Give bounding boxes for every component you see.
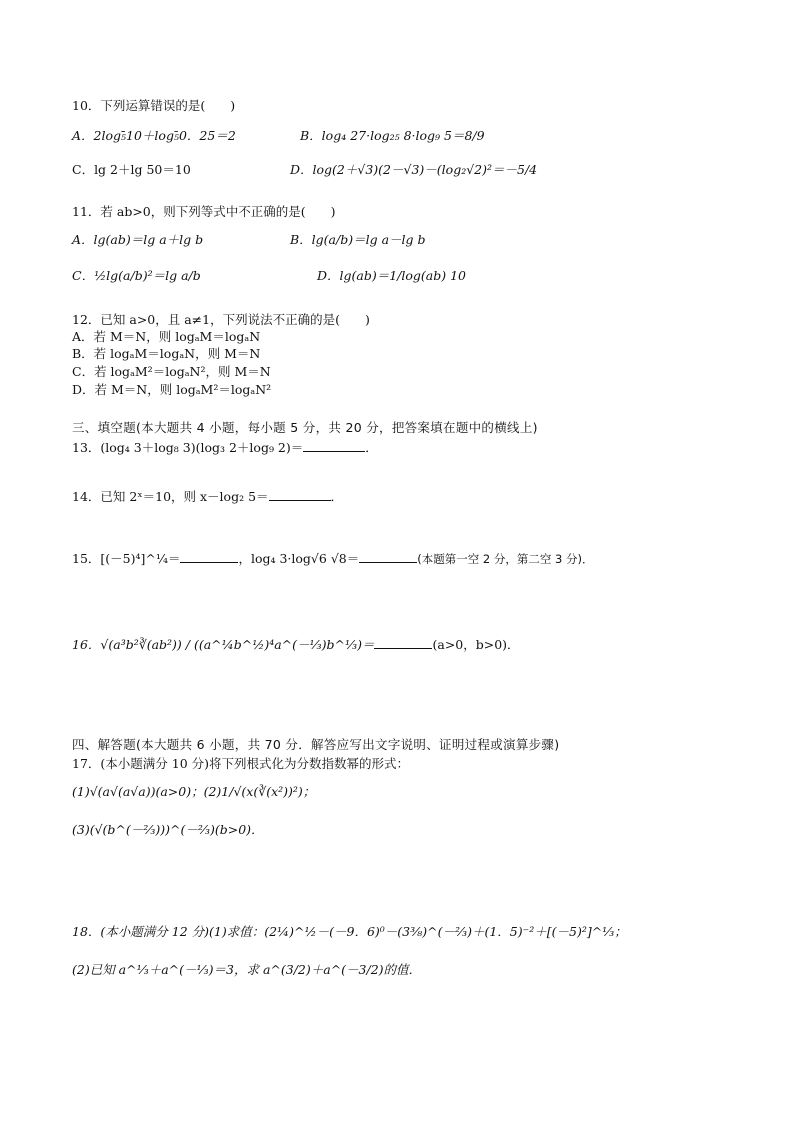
q15-line <box>72 550 593 567</box>
section-3-heading: 三、填空题(本大题共 4 小题，每小题 5 分，共 20 分，把答案填在题中的横线上) <box>72 420 538 435</box>
q10-option-d: D．log(2＋√3)(2－√3)－(log₂√2)²＝－5/4 <box>290 162 538 177</box>
q11-option-b: B．lg(a/b)＝lg a－lg b <box>290 232 426 247</box>
q14-line <box>72 488 343 505</box>
q12-option-c: C．若 logₐM²＝logₐN²，则 M＝N <box>72 364 271 379</box>
q14-blank <box>269 488 331 501</box>
q12-option-a: A．若 M＝N，则 logₐM＝logₐN <box>72 329 261 344</box>
q10-stem: 10．下列运算错误的是( ) <box>72 98 236 113</box>
q17-part-1-2: (1)√(a√(a√a))(a>0)；(2)1/√(x(∛(x²))²)； <box>72 784 316 799</box>
q12-option-b: B．若 logₐM＝logₐN，则 M＝N <box>72 346 261 361</box>
q10-option-b: B．log₄ 27·log₂₅ 8·log₉ 5＝8/9 <box>300 128 485 143</box>
q16-line <box>72 636 520 653</box>
q17-stem: 17．(本小题满分 10 分)将下列根式化为分数指数幂的形式： <box>72 756 410 771</box>
q15-blank-2 <box>359 550 417 563</box>
q13-text: 13．(log₄ 3＋log₈ 3)(log₃ 2＋log₉ 2)＝ <box>72 440 304 455</box>
q16-blank <box>374 636 432 649</box>
q18-line-1: 18．(本小题满分 12 分)(1)求值：(2¼)^½－(－9．6)⁰－(3⅜)^(－⅔)＋(1．5)⁻²＋[(－5)²]^⅓； <box>72 924 627 939</box>
section-4-heading: 四、解答题(本大题共 6 小题，共 70 分．解答应写出文字说明、证明过程或演算步骤) <box>72 737 560 752</box>
q16-condition: (a>0，b>0)． <box>432 637 520 652</box>
q13-line <box>72 439 378 456</box>
q14-text: 14．已知 2ˣ＝10，则 x－log₂ 5＝ <box>72 489 269 504</box>
q11-stem: 11．若 ab>0，则下列等式中不正确的是( ) <box>72 204 336 219</box>
q18-line-2: (2)已知 a^⅓＋a^(－⅓)＝3，求 a^(3/2)＋a^(－3/2)的值． <box>72 962 422 977</box>
q13-end: ． <box>365 440 378 455</box>
q17-part-3: (3)(√(b^(－⅔)))^(－⅔)(b>0)． <box>72 822 264 837</box>
q15-mid: ，log₄ 3·log√6 √8＝ <box>238 551 360 566</box>
q11-option-d: D．lg(ab)＝1/log(ab) 10 <box>317 268 467 283</box>
q12-option-d: D．若 M＝N，则 logₐM²＝logₐN² <box>72 382 272 397</box>
q10-option-c: C．lg 2＋lg 50＝10 <box>72 162 191 177</box>
q15-blank-1 <box>180 550 238 563</box>
q13-blank <box>303 439 365 452</box>
q14-end: ． <box>330 489 344 504</box>
q15-note: (本题第一空 2 分，第二空 3 分)． <box>417 552 594 566</box>
q15-text: 15．[(－5)⁴]^¼＝ <box>72 551 181 566</box>
q12-stem: 12．已知 a>0，且 a≠1，下列说法不正确的是( ) <box>72 312 370 327</box>
q16-text: 16．√(a³b²∛(ab²)) / ((a^¼b^½)⁴a^(－⅓)b^⅓)＝ <box>72 637 375 652</box>
q10-option-a: A．2log₅̄10＋log₅̄0．25＝2 <box>72 128 236 143</box>
q11-option-c: C．½lg(a/b)²＝lg a/b <box>72 268 201 283</box>
q11-option-a: A．lg(ab)＝lg a＋lg b <box>72 232 204 247</box>
